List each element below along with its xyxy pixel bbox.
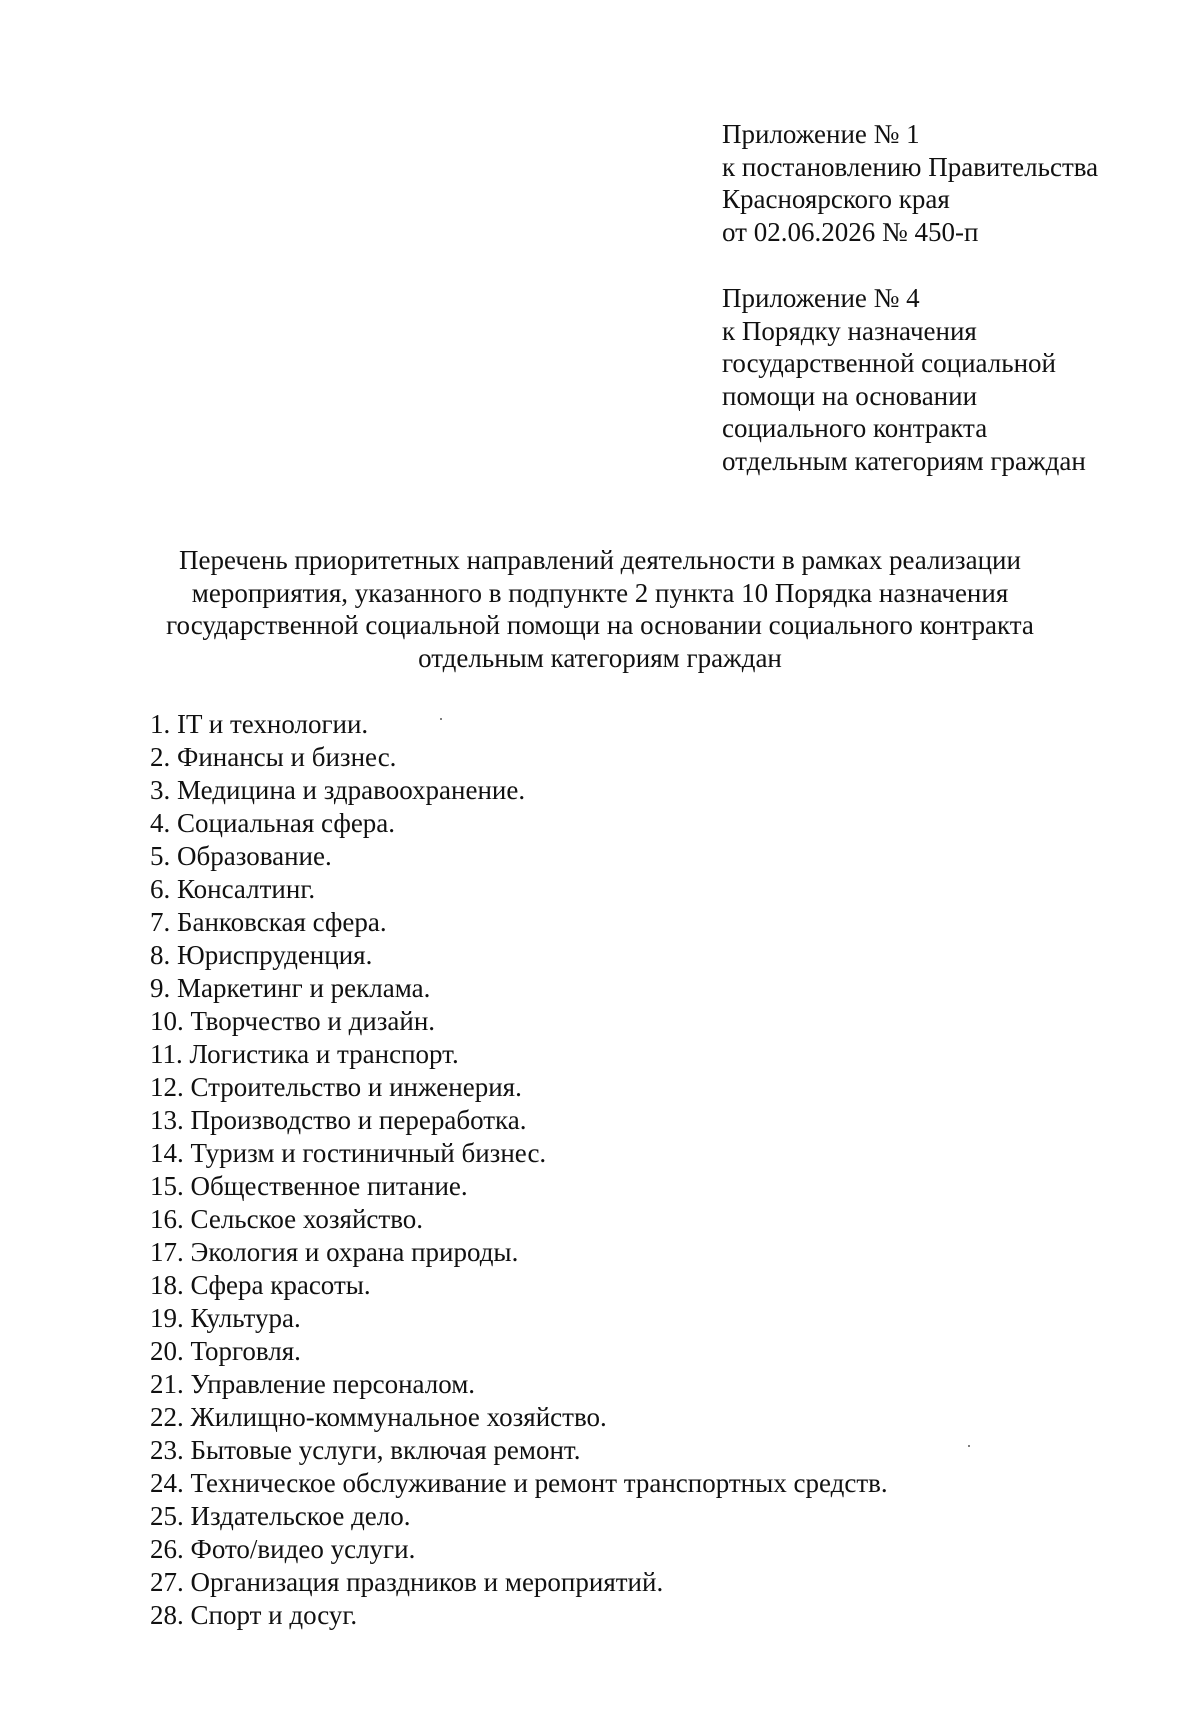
list-item: 9. Маркетинг и реклама.	[150, 973, 431, 1003]
list-item: 26. Фото/видео услуги.	[150, 1534, 416, 1564]
appendix-1-line: от 02.06.2026 № 450-п	[722, 216, 979, 247]
list-item: 1. IT и технологии.	[150, 709, 369, 739]
list-item: 24. Техническое обслуживание и ремонт транспортных средств.	[150, 1468, 888, 1498]
list-item: 27. Организация праздников и мероприятий.	[150, 1567, 664, 1597]
appendix-1-heading	[722, 118, 1162, 248]
list-item: 12. Строительство и инженерия.	[150, 1072, 522, 1102]
document-title	[150, 544, 1050, 674]
list-item: 17. Экология и охрана природы.	[150, 1237, 519, 1267]
appendix-4-heading	[722, 282, 1162, 477]
list-item: 3. Медицина и здравоохранение.	[150, 775, 526, 805]
appendix-4-line: к Порядку назначения	[722, 315, 977, 346]
list-item: 15. Общественное питание.	[150, 1171, 468, 1201]
list-item: 16. Сельское хозяйство.	[150, 1204, 424, 1234]
appendix-4-line: Приложение № 4	[722, 283, 920, 313]
title-line: отдельным категориям граждан	[418, 642, 782, 673]
list-item: 2. Финансы и бизнес.	[150, 742, 397, 772]
list-item: 13. Производство и переработка.	[150, 1105, 527, 1135]
list-item: 14. Туризм и гостиничный бизнес.	[150, 1138, 547, 1168]
list-item: 22. Жилищно-коммунальное хозяйство.	[150, 1402, 607, 1432]
list-item: 19. Культура.	[150, 1303, 301, 1333]
appendix-4-line: помощи на основании	[722, 380, 978, 411]
list-item: 20. Торговля.	[150, 1336, 301, 1366]
list-item: 4. Социальная сфера.	[150, 808, 396, 838]
list-item: 5. Образование.	[150, 841, 332, 871]
list-item: 28. Спорт и досуг.	[150, 1600, 358, 1630]
appendix-1-line: Приложение № 1	[722, 119, 920, 149]
priority-areas-list	[150, 708, 1050, 1632]
list-item: 8. Юриспруденция.	[150, 940, 373, 970]
list-item: 21. Управление персоналом.	[150, 1369, 476, 1399]
list-item: 18. Сфера красоты.	[150, 1270, 371, 1300]
scan-speck	[968, 1445, 970, 1447]
list-item: 10. Творчество и дизайн.	[150, 1006, 436, 1036]
appendix-1-line: Красноярского края	[722, 184, 950, 214]
title-line: мероприятия, указанного в подпункте 2 пункта 10 Порядка назначения	[191, 577, 1009, 608]
appendix-4-line: государственной социальной	[722, 348, 1056, 378]
list-item: 23. Бытовые услуги, включая ремонт.	[150, 1435, 581, 1465]
title-line: Перечень приоритетных направлений деятельности в рамках реализации	[179, 545, 1021, 575]
scan-speck	[440, 718, 442, 720]
list-item: 11. Логистика и транспорт.	[150, 1039, 459, 1069]
appendix-4-line: социального контракта	[722, 413, 988, 443]
appendix-1-line: к постановлению Правительства	[722, 151, 1099, 182]
list-item: 25. Издательское дело.	[150, 1501, 411, 1531]
appendix-4-line: отдельным категориям граждан	[722, 445, 1086, 476]
list-item: 7. Банковская сфера.	[150, 907, 387, 937]
list-item: 6. Консалтинг.	[150, 874, 316, 904]
title-line: государственной социальной помощи на основании социального контракта	[166, 610, 1034, 640]
